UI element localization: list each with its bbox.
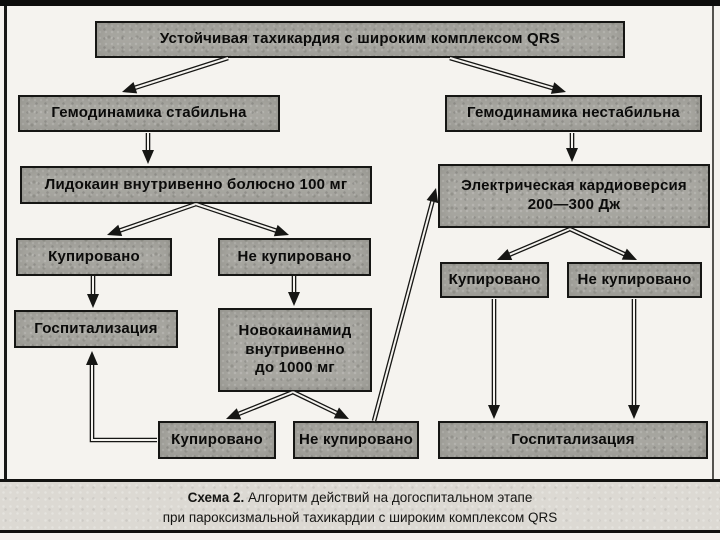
node-lidocaine: Лидокаин внутривенно болюсно 100 мг	[20, 166, 372, 204]
node-hemodynamics-unstable: Гемодинамика нестабильна	[445, 95, 702, 132]
node-cured-left: Купировано	[16, 238, 172, 276]
caption-line2: при пароксизмальной тахикардии с широким комплексом QRS	[162, 509, 558, 525]
arrow-cured-right-to-hospitalization-right	[488, 299, 500, 419]
node-cardioversion-line1: Электрическая кардиоверсия	[461, 177, 687, 195]
arrow-unstable-to-cardioversion	[566, 133, 578, 162]
node-hemodynamics-stable: Гемодинамика стабильна	[18, 95, 280, 132]
caption-line1-text: Алгоритм действий на догоспитальном этапе	[244, 490, 533, 505]
node-cardioversion	[438, 164, 710, 228]
arrow-novocainamide-to-not-cured-bottom	[293, 392, 349, 419]
caption-schema-label: Схема 2.	[187, 490, 245, 505]
node-cured-bottom: Купировано	[158, 421, 276, 459]
caption-strip	[0, 479, 720, 533]
frame-right-border	[712, 6, 714, 481]
arrow-cured-bottom-to-hospitalization-left	[86, 351, 157, 440]
node-root: Устойчивая тахикардия с широким комплексом QRS	[95, 21, 625, 58]
caption-line1	[0, 488, 720, 508]
node-not-cured-left: Не купировано	[218, 238, 371, 276]
node-not-cured-right: Не купировано	[567, 262, 702, 298]
node-novocainamide-line1: Новокаинамид	[238, 321, 352, 339]
arrow-root-to-stable	[122, 58, 228, 93]
arrow-novocainamide-to-cured-bottom	[226, 392, 293, 419]
frame-top-bar	[0, 0, 720, 6]
arrow-not-cured-right-to-hospitalization-right	[628, 299, 640, 419]
arrow-cardioversion-to-not-cured-right	[570, 229, 637, 260]
arrow-cured-left-to-hospitalization-left	[87, 276, 99, 308]
node-cardioversion-line2: 200—300 Дж	[527, 196, 621, 213]
arrow-stable-to-lidocaine	[142, 133, 154, 164]
arrow-root-to-unstable	[450, 58, 566, 94]
node-hospitalization-left: Госпитализация	[14, 310, 178, 348]
node-novocainamide-line3: до 1000 мг	[255, 359, 335, 377]
arrow-not-cured-left-to-novocainamide	[288, 276, 300, 306]
arrow-lidocaine-to-not-cured-left	[196, 204, 289, 236]
node-not-cured-bottom: Не купировано	[293, 421, 419, 459]
node-novocainamide-line2: внутривенно	[245, 340, 345, 358]
arrow-lidocaine-to-cured-left	[107, 204, 196, 236]
node-novocainamide	[218, 308, 372, 392]
node-cured-right: Купировано	[440, 262, 549, 298]
arrow-not-cured-bottom-to-cardioversion	[374, 188, 438, 421]
node-hospitalization-right: Госпитализация	[438, 421, 708, 459]
arrow-cardioversion-to-cured-right	[497, 229, 570, 260]
frame-left-border	[4, 6, 7, 481]
